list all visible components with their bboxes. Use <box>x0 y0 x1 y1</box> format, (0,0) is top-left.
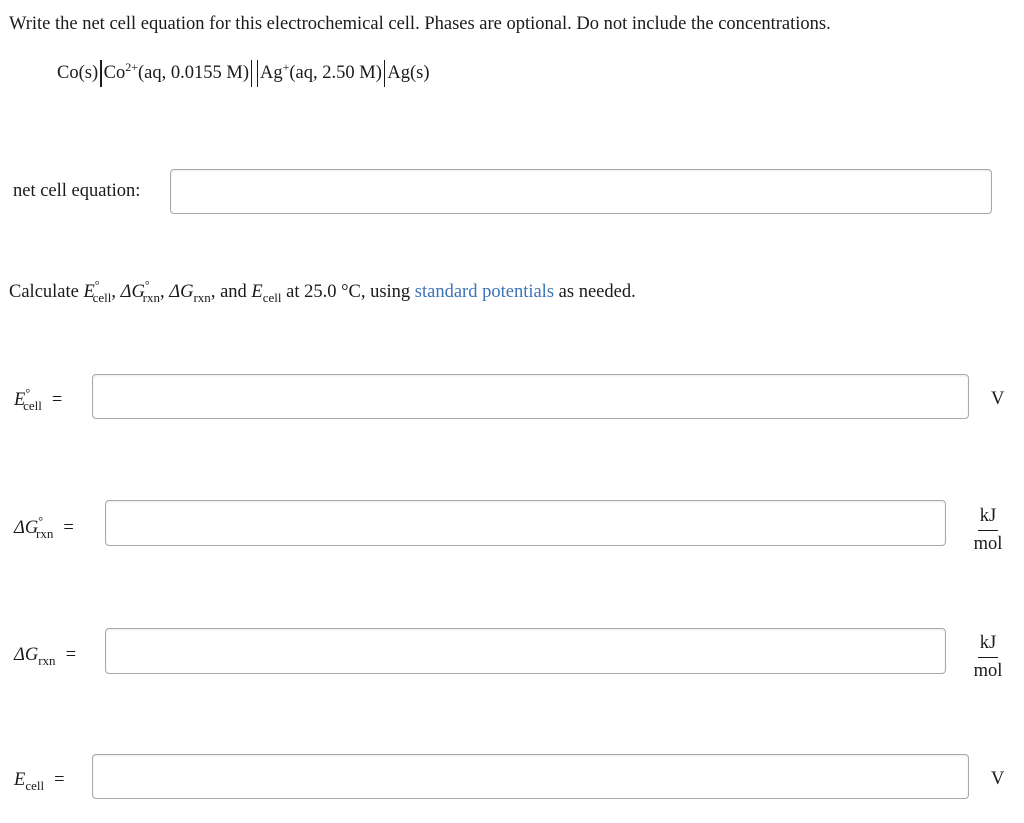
cathode-solution: (aq, 2.50 M) <box>289 63 382 83</box>
standard-potentials-link[interactable]: standard potentials <box>414 282 555 302</box>
e-cell-input[interactable] <box>92 754 969 799</box>
delta-g-unit: kJ mol <box>973 633 1003 681</box>
e-cell-label: $E_{cell}$ = <box>14 770 65 793</box>
anode-metal: Co(s) <box>57 63 99 83</box>
e-cell-standard-label: $E^\circ_{cell}$ = <box>14 386 63 413</box>
phase-boundary-line <box>384 60 386 87</box>
e-cell-standard-unit: V <box>991 389 1005 409</box>
e-cell-standard-input[interactable] <box>92 374 969 419</box>
calculate-instructions: Calculate $E^\circ_{cell}$, $\Delta G^\circ_{rxn}$, $\Delta G_{rxn}$, and $E_{cell}$ at 25.0 °C, using standard potentials as needed. <box>9 278 636 305</box>
net-equation-input[interactable] <box>170 169 992 214</box>
delta-g-standard-label: $\Delta G^\circ_{rxn}$ = <box>14 514 74 541</box>
phase-boundary-line <box>100 60 102 87</box>
delta-g-standard-unit: kJ mol <box>973 506 1003 554</box>
cathode-ion: Ag <box>259 63 283 83</box>
net-equation-label: net cell equation: <box>13 181 141 201</box>
anode-ion: Co <box>103 63 126 83</box>
cell-notation: Co(s) Co $^{2+}$ (aq, 0.0155 M) Ag + (aq, 2.50 M) Ag(s) <box>57 60 430 87</box>
cathode-metal: Ag(s) <box>387 63 430 83</box>
delta-g-input[interactable] <box>105 628 946 674</box>
salt-bridge-line <box>251 60 258 87</box>
delta-g-label: $\Delta G_{rxn}$ = <box>14 645 76 668</box>
delta-g-standard-input[interactable] <box>105 500 946 546</box>
e-cell-unit: V <box>991 769 1005 789</box>
question-instructions: Write the net cell equation for this electrochemical cell. Phases are optional. Do not include the concentrations. <box>9 14 831 34</box>
anode-solution: (aq, 0.0155 M) <box>138 63 249 83</box>
